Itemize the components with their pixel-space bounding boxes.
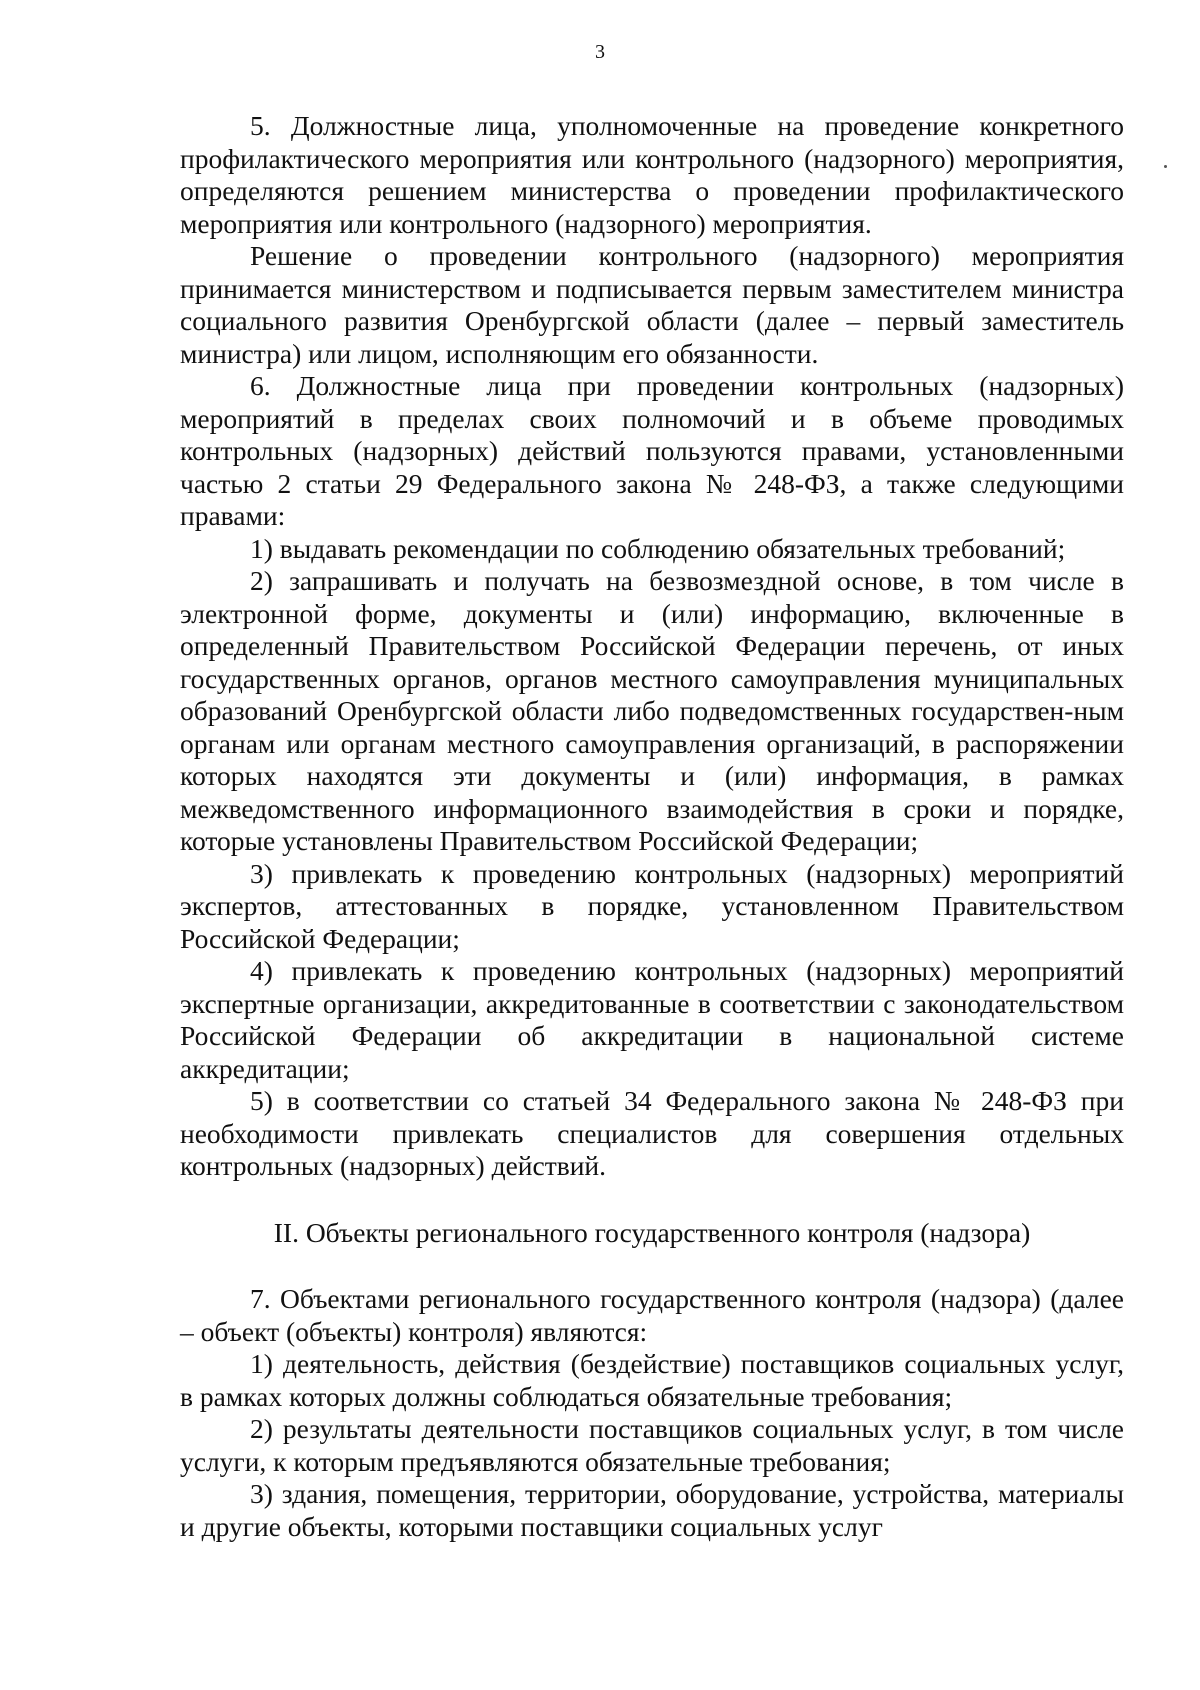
page-number: 3 [595, 41, 605, 63]
list-item-6-4: 4) привлекать к проведению контрольных (надзорных) мероприятий экспертные организации, аккредитованные в соответствии с законодательством Российской Федерации об аккредитации в национальной системе аккредитации; [180, 955, 1124, 1084]
list-item-6-1: 1) выдавать рекомендации по соблюдению обязательных требований; [250, 532, 1066, 564]
list-item-6-3: 3) привлекать к проведению контрольных (надзорных) мероприятий экспертов, аттестованных в порядке, установленном Правительством Российской Федерации; [180, 857, 1124, 954]
list-item-7-3: 3) здания, помещения, территории, оборудование, устройства, материалы и другие объекты, которыми поставщики социальных услуг [180, 1478, 1124, 1542]
list-item-7-1: 1) деятельность, действия (бездействие) поставщиков социальных услуг, в рамках которых должны соблюдаться обязательные требования; [180, 1348, 1124, 1412]
list-item-6-2: 2) запрашивать и получать на безвозмездной основе, в том числе в электронной форме, документы и (или) информацию, включенные в определенный Правительством Российской Федерации перечень, от иных государственных органов, органов местного самоуправления муниципальных образований Оренбургской области либо подведомственных государствен-ным органам или органам местного самоуправления организаций, в распоряжении которых находятся эти документы и (или) информация, в рамках межведомственного информационного взаимодействия в сроки и порядке, которые установлены Правительством Российской Федерации; [180, 565, 1124, 856]
section-heading: II. Объекты регионального государственного контроля (надзора) [273, 1216, 1031, 1248]
list-item-7-2: 2) результаты деятельности поставщиков социальных услуг, в том числе услуги, к которым предъявляются обязательные требования; [180, 1413, 1124, 1477]
paragraph-7: 7. Объектами регионального государственного контроля (надзора) (далее – объект (объекты) контроля) являются: [180, 1283, 1124, 1347]
paragraph-6: 6. Должностные лица при проведении контрольных (надзорных) мероприятий в пределах своих полномочий и в объеме проводимых контрольных (надзорных) действий пользуются правами, установленными частью 2 статьи 29 Федерального закона № 248-ФЗ, а также следующими правами: [180, 370, 1124, 531]
paragraph-5: 5. Должностные лица, уполномоченные на проведение конкретного профилактического мероприятия или контрольного (надзорного) мероприятия, определяются решением министерства о проведении профилактического мероприятия или контрольного (надзорного) мероприятия. [180, 110, 1124, 239]
paragraph-decision: Решение о проведении контрольного (надзорного) мероприятия принимается министерством и подписывается первым заместителем министра социального развития Оренбургской области (далее – первый заместитель министра) или лицом, исполняющим его обязанности. [180, 240, 1124, 369]
document-body [180, 110, 1124, 1543]
list-item-6-5: 5) в соответствии со статьей 34 Федерального закона № 248-ФЗ при необходимости привлекать специалистов для совершения отдельных контрольных (надзорных) действий. [180, 1085, 1124, 1181]
scan-speck [1164, 165, 1167, 168]
